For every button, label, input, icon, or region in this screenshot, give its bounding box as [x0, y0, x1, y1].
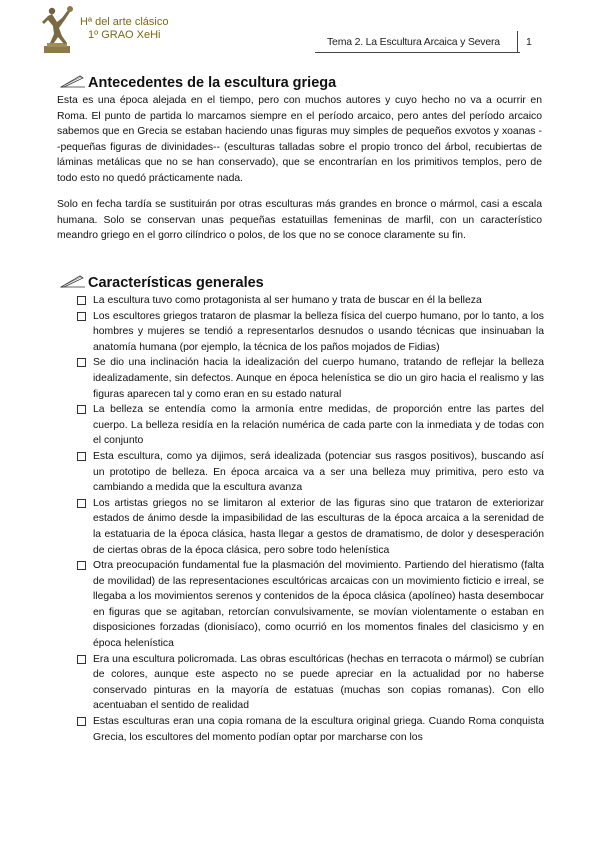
list-item-text: Los artistas griegos no se limitaron al exterior de las figuras sino que trataron de exteriorizar estados de ánimo desde la impasibilidad de las esculturas de la época arcaica a la serenidad de la estatuaria de la época clásica, hasta llegar a gestos de dramatismo, de dolor y desesperación de ciertas obras de la época clásica, pero sobre todo helenística	[93, 497, 544, 556]
list-item-text: La escultura tuvo como protagonista al ser humano y trata de buscar en él la belleza	[93, 295, 482, 306]
discobolus-statue-icon	[40, 4, 74, 54]
checkbox-icon	[77, 452, 86, 461]
list-item	[74, 496, 544, 558]
list-item-text: Se dio una inclinación hacia la idealización del cuerpo humano, tratando de reflejar la belleza idealizadamente, sin defectos. Aunque en época helenística se dio un giro hacia el realismo y las figuras aparecen tal y como eran en su estado natural	[93, 357, 544, 400]
pen-heading-icon	[60, 274, 86, 288]
header-rule	[315, 52, 520, 53]
list-item-text: La belleza se entendía como la armonía entre medidas, de proporción entre las partes del cuerpo. La belleza residía en la relación numérica de cada parte con la inmediata y de todas con el conjunto	[93, 404, 544, 447]
brand-subtitle: 1º GRAO XeHi	[88, 29, 161, 41]
paragraph: Solo en fecha tardía se sustituirán por otras esculturas más grandes en bronce o mármol, casi a escala humana. Solo se conservan unas pequeñas estatuillas femeninas de marfil, con un característico meandro griego en el gorro cilíndrico o polos, de los que no se conoce claramente su fin.	[57, 199, 542, 242]
list-item	[74, 558, 544, 652]
pen-heading-icon	[60, 74, 86, 88]
list-item	[74, 402, 544, 449]
paragraph: Esta es una época alejada en el tiempo, pero con muchos autores y cuyo hecho no va a ocurrir en Roma. El punto de partida lo marcamos siempre en el período arcaico, pero antes del período arcaico sabemos que en Grecia se estaban haciendo unas figuras muy simples de pequeños exvotos y xoanas --pequeñas figuras de divinidades-- (esculturas talladas sobre el propio tronco del árbol, recubiertas de láminas metálicas que no se han conservado), que se encontrarían en los primitivos templos, pero de todo esto no quedó prácticamente nada.	[57, 95, 542, 184]
list-item-text: Los escultores griegos trataron de plasmar la belleza física del cuerpo humano, por lo tanto, a los hombres y mujeres se tendió a representarlos desnudos o usando técnicas que insinuaban la anatomía humana (por ejemplo, la técnica de los paños mojados de Fidias)	[93, 310, 544, 353]
checkbox-icon	[77, 296, 86, 305]
section-heading-antecedentes	[60, 74, 336, 91]
list-item	[74, 309, 544, 356]
list-item-text: Esta escultura, como ya dijimos, será idealizada (potenciar sus rasgos positivos), buscando así un prototipo de belleza. En época arcaica va a ser una belleza muy primitiva, pero esto va cambiando a medida que la escultura avanza	[93, 450, 544, 494]
brand-block	[80, 16, 168, 42]
checkbox-icon	[77, 717, 86, 726]
checkbox-icon	[77, 655, 86, 664]
checkbox-icon	[77, 561, 86, 570]
list-item-text: Estas esculturas eran una copia romana de la escultura original griega. Cuando Roma conquista Grecia, los escultores del momento podían optar por marcharse con los	[93, 716, 544, 743]
page-header	[0, 0, 600, 60]
running-title: Tema 2. La Escultura Arcaica y Severa	[327, 36, 500, 48]
list-item-text: Era una escultura policromada. Las obras escultóricas (hechas en terracota o mármol) se cubrían de colores, aunque este aspecto no se puede apreciar en la actualidad por no haberse conservado pinturas en la mayoría de estatuas (muchas son copias romanas). Con ello acentuaban el sentido de realidad	[93, 653, 544, 712]
list-item	[74, 652, 544, 714]
header-divider	[517, 31, 518, 53]
page-number: 1	[526, 36, 532, 48]
checkbox-icon	[77, 358, 86, 367]
section-heading-caracteristicas	[60, 274, 264, 291]
checkbox-icon	[77, 499, 86, 508]
brand-title: Hª del arte clásico	[80, 16, 169, 28]
list-item-text: Otra preocupación fundamental fue la plasmación del movimiento. Partiendo del hieratismo (falta de movilidad) de las representaciones escultóricas arcaicas con un movimiento ficticio e irreal, se llegaba a los movimientos serenos y contenidos de la época clásica (apolíneo) hasta desembocar en figuras que se agitaban, retorcían convulsivamente, se movían violentamente o estaban en disposiciones forzadas (dionisíaco), como ocurrió en los momentos finales del clasicismo y en época helenística	[93, 560, 544, 650]
list-item	[74, 355, 544, 402]
list-item	[74, 714, 544, 745]
list-item	[74, 449, 544, 496]
checkbox-icon	[77, 405, 86, 414]
checkbox-icon	[77, 312, 86, 321]
list-item	[74, 293, 544, 309]
characteristics-list	[74, 293, 544, 745]
section-title: Antecedentes de la escultura griega	[88, 75, 337, 91]
section-title: Características generales	[88, 275, 264, 291]
